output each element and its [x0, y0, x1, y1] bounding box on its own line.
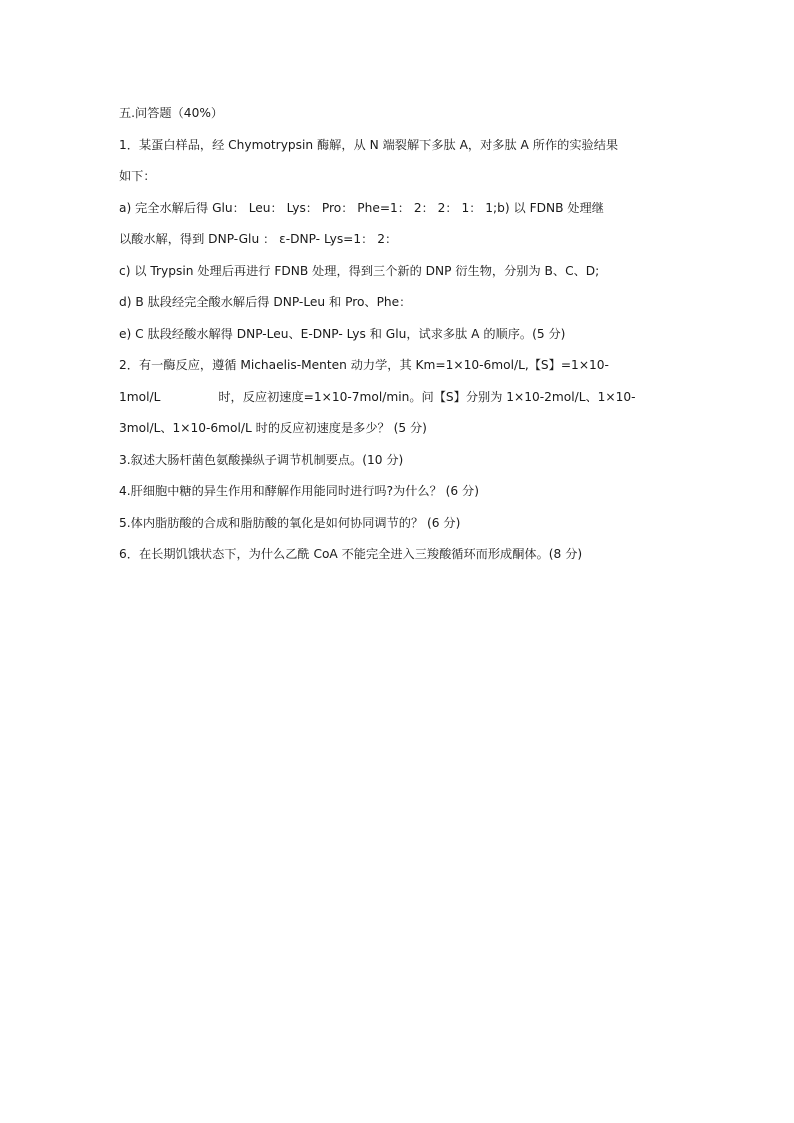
question-3: 3.叙述大肠杆菌色氨酸操纵子调节机制要点。(10 分)	[119, 452, 404, 467]
question-1-line-1: 1．某蛋白样品，经 Chymotrypsin 酶解，从 N 端裂解下多肽 A，对多肽 A 所作的实验结果	[119, 137, 619, 152]
question-4: 4.肝细胞中糖的异生作用和酵解作用能同时进行吗?为什么？ (6 分)	[119, 484, 479, 498]
question-5: 5.体内脂肪酸的合成和脂肪酸的氧化是如何协同调节的？ (6 分)	[119, 515, 461, 530]
question-1-item-a-cont: 以酸水解，得到 DNP-Glu ： ε-DNP- Lys=1： 2：	[119, 232, 398, 246]
question-2-line-2-text: 时，反应初速度=1×10-7mol/min。问【S】分别为 1×10-2mol/L、1×10-	[218, 389, 636, 404]
question-1-item-d: d) B 肽段经完全酸水解后得 DNP-Leu 和 Pro、Phe：	[119, 295, 412, 309]
question-section	[119, 98, 689, 571]
question-2-line-1: 2．有一酶反应，遵循 Michaelis-Menten 动力学，其 Km=1×10-6mol/L,【S】=1×10-	[119, 358, 609, 372]
question-2-line-2	[119, 382, 689, 414]
question-2-unit-prefix: 1mol/L	[119, 389, 161, 404]
question-2-line-3: 3mol/L、1×10-6mol/L 时的反应初速度是多少？ (5 分)	[119, 421, 427, 435]
question-1-item-e: e) C 肽段经酸水解得 DNP-Leu、E-DNP- Lys 和 Glu，试求多肽 A 的顺序。(5 分)	[119, 326, 566, 341]
question-1-item-c: c) 以 Trypsin 处理后再进行 FDNB 处理，得到三个新的 DNP 衍生物，分别为 B、C、D;	[119, 263, 600, 278]
question-6: 6．在长期饥饿状态下，为什么乙酰 CoA 不能完全进入三羧酸循环而形成酮体。(8 分)	[119, 547, 583, 561]
question-1-item-a: a) 完全水解后得 Glu： Leu： Lys： Pro： Phe=1： 2： 2： 1： 1;b) 以 FDNB 处理继	[119, 200, 604, 215]
section-title: 五.问答题（40%）	[119, 106, 224, 120]
question-1-line-2: 如下：	[119, 169, 156, 183]
